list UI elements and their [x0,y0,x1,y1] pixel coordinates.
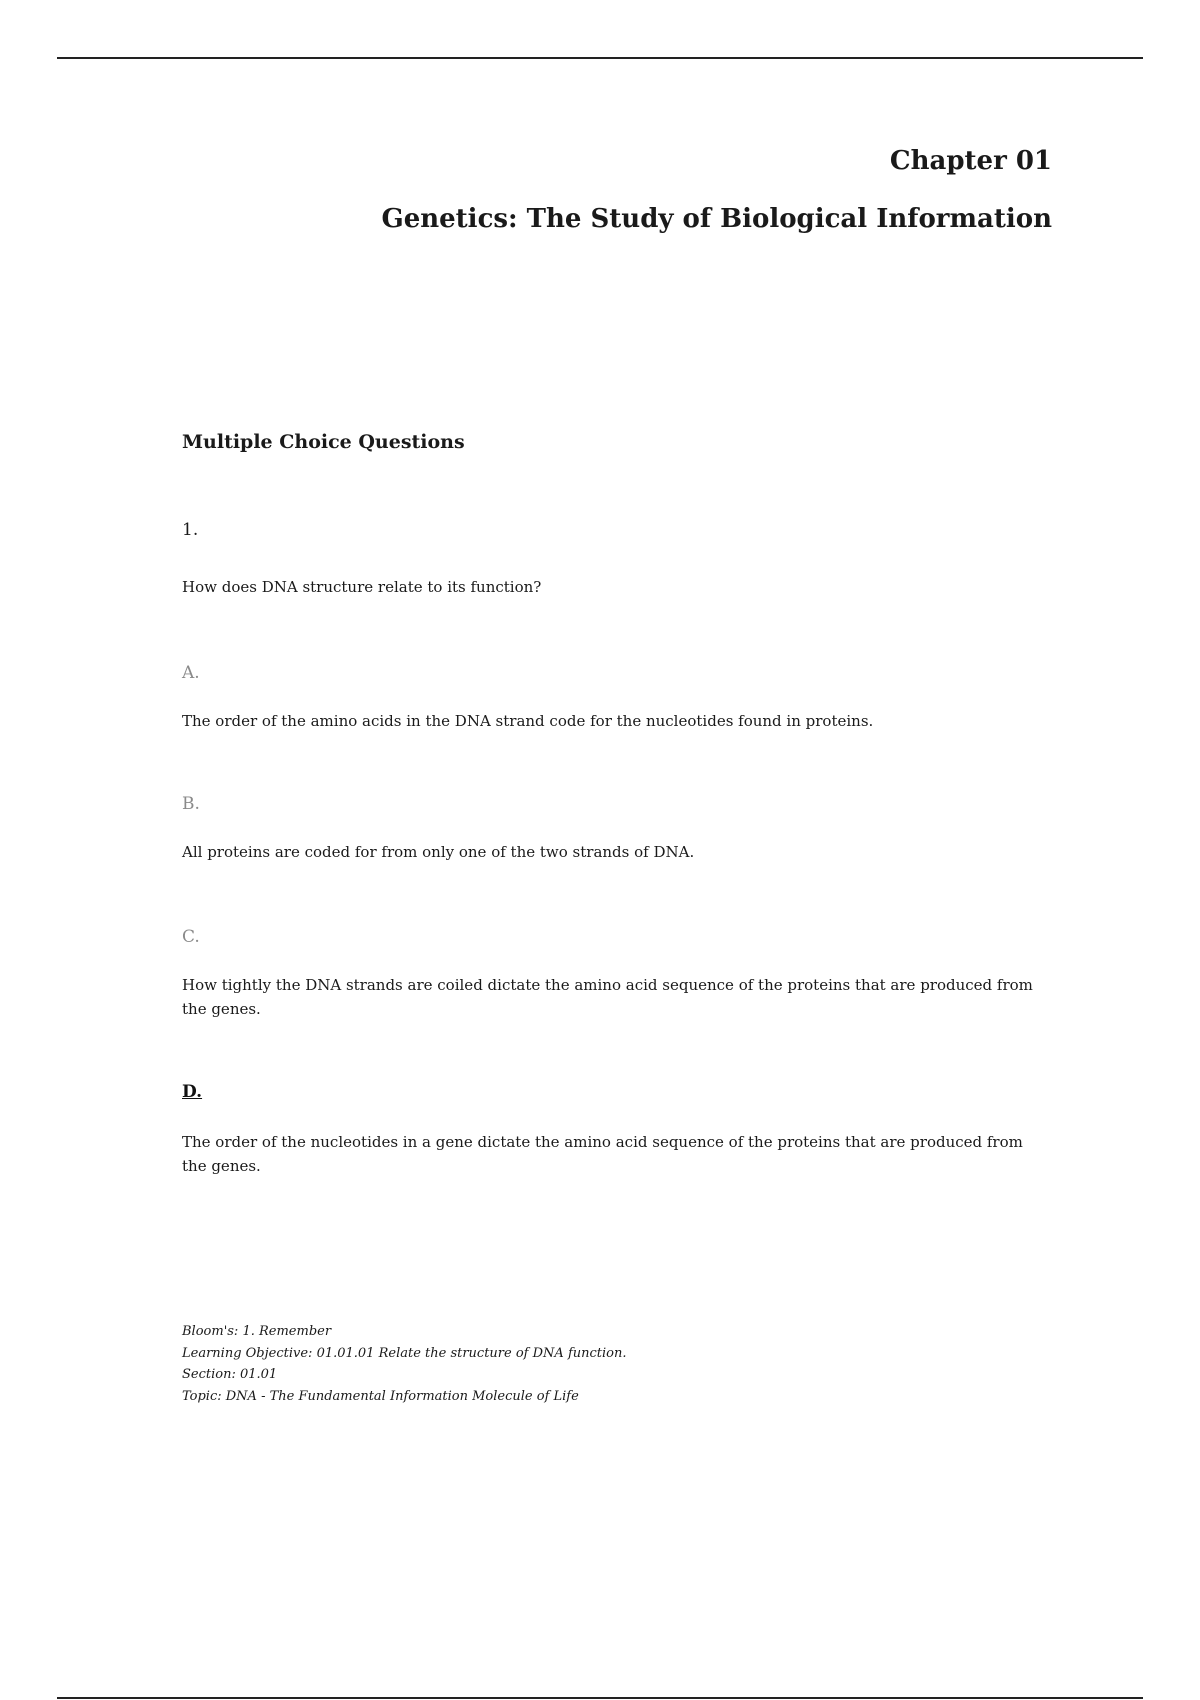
bottom-rule [57,1697,1143,1699]
section-number: Section: 01.01 [182,1367,278,1382]
learning-objective: Learning Objective: 01.01.01 Relate the structure of DNA function. [182,1345,627,1361]
chapter-header [381,143,1052,237]
question-text: How does DNA structure relate to its function? [182,578,542,596]
option-c-text: How tightly the DNA strands are coiled dictate the amino acid sequence of the proteins that are produced from the genes. [182,976,1033,1018]
option-c-letter: C. [182,927,200,947]
topic: Topic: DNA - The Fundamental Information Molecule of Life [182,1388,579,1404]
top-rule [57,57,1143,59]
option-d-text: The order of the nucleotides in a gene dictate the amino acid sequence of the proteins that are produced from the genes. [182,1133,1023,1175]
option-d-letter-correct: D. [182,1082,203,1102]
question-block [182,428,1062,1404]
option-a-letter: A. [182,663,200,683]
chapter-title: Genetics: The Study of Biological Information [381,204,1052,234]
option-b-letter: B. [182,794,200,814]
question-number: 1. [182,520,199,540]
question-metadata [182,1321,627,1407]
blooms-level: Bloom's: 1. Remember [182,1324,332,1339]
option-b-text: All proteins are coded for from only one of the two strands of DNA. [182,843,695,861]
chapter-number: Chapter 01 [889,146,1052,176]
section-heading: Multiple Choice Questions [182,431,465,453]
option-a-text: The order of the amino acids in the DNA strand code for the nucleotides found in proteins. [182,712,874,730]
